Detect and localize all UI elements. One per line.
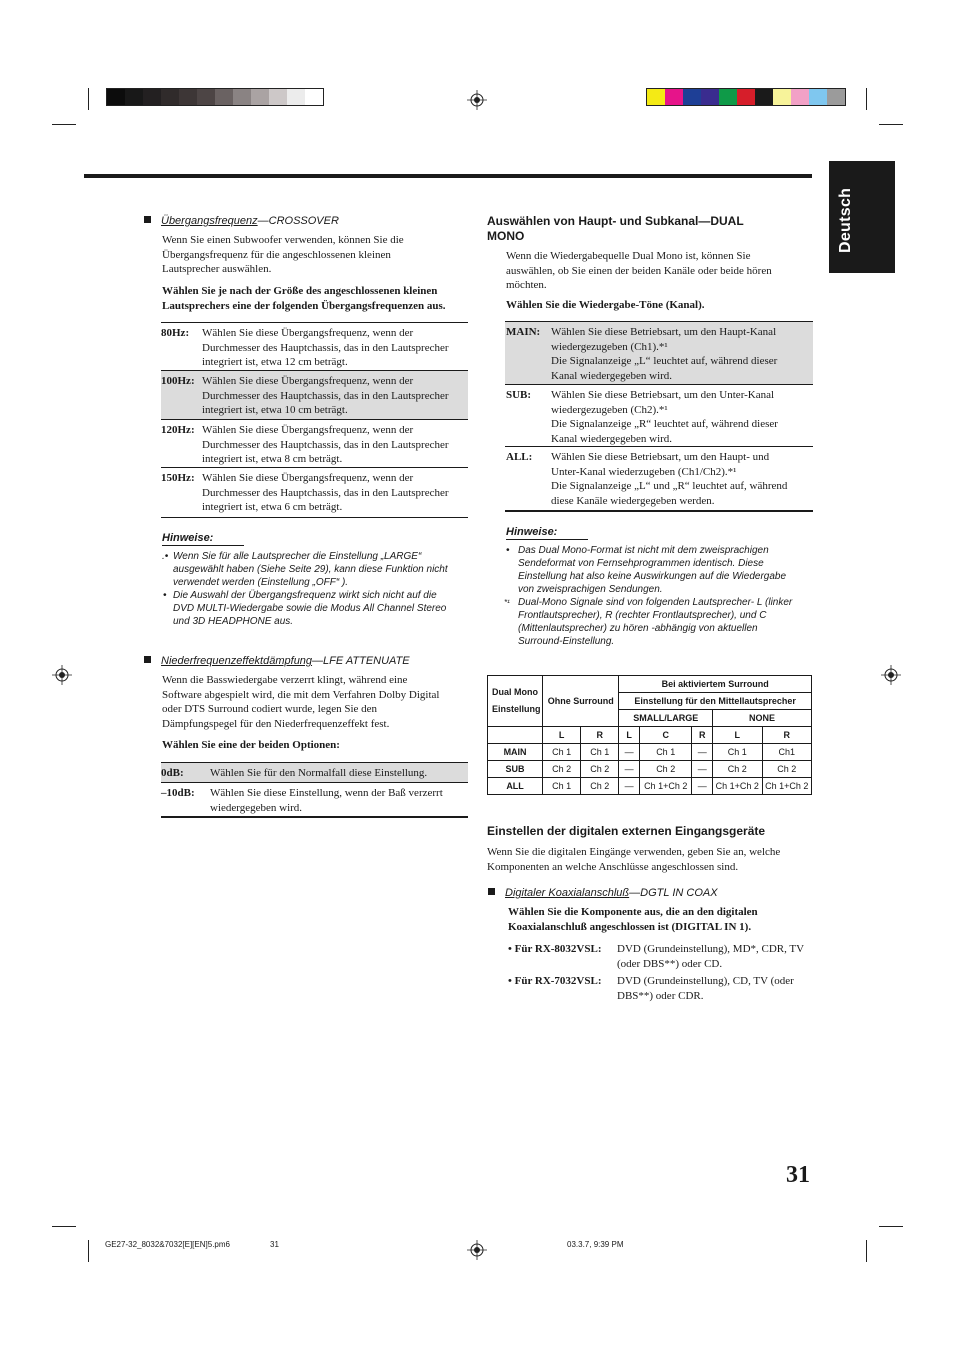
table-cell: Ch 1 xyxy=(581,744,619,761)
table-cell: Ch 1 xyxy=(543,778,581,795)
color-calibration-bar-color xyxy=(646,88,846,106)
lfe-heading xyxy=(144,654,410,669)
text-line: Dual-Mono Signale sind von folgenden Lautsprecher- L (linker xyxy=(518,597,793,608)
color-swatch xyxy=(179,89,197,105)
table-row xyxy=(488,761,812,778)
lfe-intro xyxy=(162,673,472,731)
text-line: Durchmesser des Hauptchassis, das in den Lautsprecher xyxy=(202,341,449,354)
text-line: Koaxialanschluß angeschlossen ist (DIGITAL IN 1). xyxy=(508,920,752,933)
color-swatch xyxy=(683,89,701,105)
footer-date: 03.3.7, 9:39 PM xyxy=(567,1240,624,1249)
text-line: (Mittenlautsprecher) zu hören -abhängig von aktuellen xyxy=(518,623,758,634)
table-row xyxy=(488,744,812,761)
table-cell: — xyxy=(619,761,640,778)
hinweise-title: Hinweise: xyxy=(506,526,558,538)
text-line: Das Dual Mono-Format ist nicht mit dem zweisprachigen xyxy=(518,545,769,556)
text-line: integriert ist, etwa 10 cm beträgt. xyxy=(202,404,348,416)
hinweise-notes xyxy=(162,550,472,628)
option-key: 80Hz: xyxy=(161,327,190,339)
table-row xyxy=(488,778,812,795)
table-cell: Ch 1 xyxy=(713,744,762,761)
table-cell: — xyxy=(619,744,640,761)
table-col-header: L xyxy=(713,727,762,744)
text-line: Die Signalanzeige „R“ leuchtet auf, während dieser xyxy=(551,418,778,430)
table-header-small-large: SMALL/LARGE xyxy=(619,710,713,727)
table-cell: Ch 2 xyxy=(762,761,812,778)
note-marker: • xyxy=(506,545,510,556)
text-line: Wenn Sie die digitalen Eingänge verwenden, geben Sie an, welche xyxy=(487,846,781,858)
table-cell: — xyxy=(692,744,713,761)
table-row xyxy=(488,727,812,744)
hinweise-notes xyxy=(506,544,816,648)
text-line: Wenn die Basswiedergabe verzerrt klingt, während eine xyxy=(162,674,408,686)
registration-mark-icon xyxy=(467,1240,487,1260)
square-bullet-icon xyxy=(144,216,151,223)
crop-mark xyxy=(879,1226,903,1227)
text-line: Sendeformat von Fernsehprogrammen identisch. Diese xyxy=(518,558,764,569)
registration-mark-icon xyxy=(881,665,901,685)
text-line: Wählen Sie die Komponente aus, die an den digitalen xyxy=(508,906,758,918)
text-line: Wählen Sie für den Normalfall diese Einstellung. xyxy=(210,767,428,779)
color-swatch xyxy=(791,89,809,105)
lfe-title-en: —LFE ATTENUATE xyxy=(312,655,410,667)
option-key: 150Hz: xyxy=(161,472,195,484)
table-col-header: C xyxy=(639,727,692,744)
text-line: Durchmesser des Hauptchassis, das in den Lautsprecher xyxy=(202,486,449,499)
model-label: • Für RX-7032VSL: xyxy=(508,975,602,987)
color-swatch xyxy=(125,89,143,105)
lfe-title-de: Niederfrequenzeffektdämpfung xyxy=(161,655,313,667)
note-item: .• Wenn Sie für alle Lautsprecher die Einstellung „LARGE“ ausgewählt haben (Siehe Seite 29), kann diese Funktion nicht verwendet werden (Einstellung „OFF“ ). xyxy=(162,550,472,589)
text-line: Wählen Sie diese Übergangsfrequenz, wenn der xyxy=(202,472,414,484)
table-cell: — xyxy=(692,761,713,778)
note-item xyxy=(506,596,816,648)
table-row-label: MAIN xyxy=(488,744,543,761)
text-line: Frontlautsprecher), R (rechter Frontlautsprecher), und C xyxy=(518,610,767,621)
table-cell: Ch 2 xyxy=(713,761,762,778)
registration-mark-icon xyxy=(52,665,72,685)
option-key: ALL: xyxy=(506,451,533,463)
table-corner-header xyxy=(488,676,543,727)
digital-input-intro xyxy=(487,845,817,874)
note-marker: *¹ xyxy=(504,598,510,607)
text-line: Einstellung xyxy=(492,704,541,714)
language-tab-label: Deutsch xyxy=(837,187,854,253)
color-swatch xyxy=(773,89,791,105)
text-line: Dämpfungspegel für den Niederfrequenzeffekt fest. xyxy=(162,717,390,730)
text-line: Surround-Einstellung. xyxy=(518,636,615,647)
table-cell: — xyxy=(619,778,640,795)
language-tab xyxy=(829,161,895,273)
hinweise-underline xyxy=(162,545,244,546)
crossover-option-120hz xyxy=(161,419,468,467)
text-line: ausgewählt haben (Siehe Seite 29), kann diese Funktion nicht xyxy=(173,564,448,575)
crossover-option-150hz xyxy=(161,467,468,518)
coax-title-en: —DGTL IN COAX xyxy=(629,887,718,899)
lfe-option-minus10db xyxy=(161,782,468,818)
footer-filename: GE27-32_8032&7032[E][EN]5.pm6 xyxy=(105,1240,230,1249)
table-cell: Ch 1 xyxy=(543,744,581,761)
text-line: integriert ist, etwa 6 cm beträgt. xyxy=(202,501,343,513)
text-line: möchten. xyxy=(506,279,547,291)
text-line: Auswählen von Haupt- und Subkanal—DUAL xyxy=(487,214,744,228)
color-swatch xyxy=(233,89,251,105)
lfe-option-0db xyxy=(161,762,468,782)
table-header-ohne-surround: Ohne Surround xyxy=(543,676,619,727)
color-swatch xyxy=(809,89,827,105)
color-swatch xyxy=(161,89,179,105)
color-swatch xyxy=(719,89,737,105)
text-line: oder DTS Surround codiert wurde, legen Sie den xyxy=(162,703,378,715)
dual-mono-intro xyxy=(506,249,816,293)
table-col-header: L xyxy=(619,727,640,744)
text-line: Wählen Sie diese Übergangsfrequenz, wenn der xyxy=(202,375,414,387)
text-line: und 3D HEADPHONE aus. xyxy=(173,616,294,627)
text-line: MONO xyxy=(487,229,525,243)
crop-mark xyxy=(879,124,903,125)
text-line: DBS**) oder CDR. xyxy=(617,989,704,1002)
text-line: (oder DBS**) oder CD. xyxy=(617,957,723,970)
table-row-label: SUB xyxy=(488,761,543,778)
text-line: Dual Mono xyxy=(492,687,538,697)
color-swatch xyxy=(737,89,755,105)
option-key: SUB: xyxy=(506,389,532,401)
option-key: 0dB: xyxy=(161,767,184,779)
table-cell xyxy=(488,727,543,744)
hinweise-title: Hinweise: xyxy=(162,532,214,544)
text-line: DVD MULTI-Wiedergabe sowie die Modus All Channel Stereo xyxy=(173,603,447,614)
table-col-header: R xyxy=(762,727,812,744)
crop-mark xyxy=(866,1240,867,1262)
text-line: Übergangsfrequenz für die angeschlossenen kleinen xyxy=(162,248,391,261)
color-swatch xyxy=(305,89,323,105)
text-line: Lautsprechers eine der folgenden Übergangsfrequenzen aus. xyxy=(162,299,446,312)
crop-mark xyxy=(866,88,867,110)
dual-mono-instruction: Wählen Sie die Wiedergabe-Töne (Kanal). xyxy=(506,299,705,311)
table-cell: Ch 2 xyxy=(639,761,692,778)
dual-mono-option-all xyxy=(505,446,813,512)
text-line: Durchmesser des Hauptchassis, das in den Lautsprecher xyxy=(202,389,449,402)
coax-title-de: Digitaler Koaxialanschluß xyxy=(505,887,630,899)
text-line: Wenn Sie für alle Lautsprecher die Einstellung „LARGE“ xyxy=(173,551,422,562)
color-swatch xyxy=(287,89,305,105)
color-swatch xyxy=(269,89,287,105)
crop-mark xyxy=(88,1240,89,1262)
color-swatch xyxy=(665,89,683,105)
text-line: diese Kanäle wiedergegeben werden. xyxy=(551,494,715,507)
crossover-intro xyxy=(162,233,472,277)
dual-mono-heading xyxy=(487,214,807,244)
table-row-label: ALL xyxy=(488,778,543,795)
text-line: Software abgespielt wird, die mit dem Verfahren Dolby Digital xyxy=(162,688,440,701)
text-line: Wählen Sie diese Übergangsfrequenz, wenn der xyxy=(202,424,414,436)
color-swatch xyxy=(251,89,269,105)
option-key: –10dB: xyxy=(161,787,195,799)
text-line: Wählen Sie diese Betriebsart, um den Haupt-Kanal xyxy=(551,326,777,338)
model-label: • Für RX-8032VSL: xyxy=(508,943,602,955)
crossover-title-de: Übergangsfrequenz xyxy=(161,215,258,227)
text-line: Wählen Sie diese Betriebsart, um den Unter-Kanal xyxy=(551,389,775,401)
text-line: integriert ist, etwa 8 cm beträgt. xyxy=(202,453,343,465)
text-line: wiedergezugeben (Ch1).*¹ xyxy=(551,340,668,353)
crossover-option-100hz xyxy=(161,370,468,419)
lfe-instruction: Wählen Sie eine der beiden Optionen: xyxy=(162,739,340,751)
color-swatch xyxy=(701,89,719,105)
registration-mark-icon xyxy=(467,90,487,110)
text-line: Kanal wiedergegeben wird. xyxy=(551,369,673,382)
option-key: 100Hz: xyxy=(161,375,195,387)
table-cell: Ch1 xyxy=(762,744,812,761)
crop-mark xyxy=(52,1226,76,1227)
table-cell: Ch 1+Ch 2 xyxy=(713,778,762,795)
dual-mono-option-main xyxy=(505,321,813,384)
text-line: Wählen Sie diese Betriebsart, um den Haupt- und xyxy=(551,451,770,463)
hinweise-underline xyxy=(506,539,588,540)
text-line: DVD (Grundeinstellung), CD, TV (oder xyxy=(617,975,794,987)
square-bullet-icon xyxy=(144,656,151,663)
text-line: auswählen, ob Sie einen der beiden Kanäle oder beide hören xyxy=(506,264,772,277)
text-line: Wählen Sie je nach der Größe des angeschlossenen kleinen xyxy=(162,285,438,297)
dual-mono-channel-table xyxy=(487,675,812,795)
table-cell: Ch 1+Ch 2 xyxy=(762,778,812,795)
table-header-bei-surround: Bei aktiviertem Surround xyxy=(619,676,812,693)
coax-heading xyxy=(488,886,718,901)
square-bullet-icon xyxy=(488,888,495,895)
table-col-header: R xyxy=(692,727,713,744)
table-cell: Ch 2 xyxy=(581,761,619,778)
color-swatch xyxy=(755,89,773,105)
text-line: Die Signalanzeige „L“ und „R“ leuchtet auf, während xyxy=(551,480,788,492)
text-line: Unter-Kanal wiederzugeben (Ch1/Ch2).*¹ xyxy=(551,465,737,478)
crossover-option-80hz xyxy=(161,322,468,370)
digital-input-heading: Einstellen der digitalen externen Eingangsgeräte xyxy=(487,824,766,838)
text-line: Die Signalanzeige „L“ leuchtet auf, während dieser xyxy=(551,355,778,367)
text-line: Die Auswahl der Übergangsfrequenz wirkt sich nicht auf die xyxy=(173,590,437,601)
text-line: Einstellung hat also keine Auswirkungen auf die Wiedergabe xyxy=(518,571,787,582)
text-line: DVD (Grundeinstellung), MD*, CDR, TV xyxy=(617,943,805,955)
text-line: Lautsprecher auswählen. xyxy=(162,263,272,275)
page-number: 31 xyxy=(786,1162,810,1188)
text-line: wiedergezugeben (Ch2).*¹ xyxy=(551,403,668,416)
color-swatch xyxy=(143,89,161,105)
text-line: wiedergegeben wird. xyxy=(210,801,303,814)
crossover-title-en: —CROSSOVER xyxy=(257,215,339,227)
crossover-instruction xyxy=(162,284,472,313)
color-swatch xyxy=(107,89,125,105)
table-cell: Ch 1+Ch 2 xyxy=(639,778,692,795)
text-line: Wenn Sie einen Subwoofer verwenden, können Sie die xyxy=(162,234,404,246)
text-line: Wählen Sie diese Übergangsfrequenz, wenn der xyxy=(202,327,414,339)
text-line: Wenn die Wiedergabequelle Dual Mono ist, können Sie xyxy=(506,250,751,262)
model-7032 xyxy=(508,974,818,1003)
text-line: von zweisprachigen Sendungen. xyxy=(518,584,663,595)
text-line: Durchmesser des Hauptchassis, das in den Lautsprecher xyxy=(202,438,449,451)
color-swatch xyxy=(827,89,845,105)
coax-instruction xyxy=(508,905,818,934)
text-line: integriert ist, etwa 12 cm beträgt. xyxy=(202,356,348,368)
color-calibration-bar-grey xyxy=(106,88,324,106)
dual-mono-option-sub xyxy=(505,384,813,446)
color-swatch xyxy=(215,89,233,105)
table-cell: Ch 1 xyxy=(639,744,692,761)
table-col-header: L xyxy=(543,727,581,744)
footer-page: 31 xyxy=(270,1240,279,1249)
table-cell: — xyxy=(692,778,713,795)
table-cell: Ch 2 xyxy=(543,761,581,778)
color-swatch xyxy=(647,89,665,105)
table-col-header: R xyxy=(581,727,619,744)
note-item xyxy=(506,544,816,596)
table-header-center-speaker: Einstellung für den Mittellautsprecher xyxy=(619,693,812,710)
model-8032 xyxy=(508,942,818,971)
color-swatch xyxy=(197,89,215,105)
crop-mark xyxy=(88,88,89,110)
text-line: Komponenten an welche Anschlüsse angeschlossen sind. xyxy=(487,860,739,873)
table-cell: Ch 2 xyxy=(581,778,619,795)
text-line: verwendet werden (Einstellung „OFF“ ). xyxy=(173,577,349,588)
note-item: • Die Auswahl der Übergangsfrequenz wirkt sich nicht auf die DVD MULTI-Wiedergabe sowie die Modus All Channel Stereo und 3D HEADPHONE aus. xyxy=(162,589,472,628)
table-header-none: NONE xyxy=(713,710,812,727)
text-line: Kanal wiedergegeben wird. xyxy=(551,432,673,445)
option-key: MAIN: xyxy=(506,326,541,338)
crop-mark xyxy=(52,124,76,125)
option-key: 120Hz: xyxy=(161,424,195,436)
crossover-heading xyxy=(144,214,339,229)
header-rule xyxy=(84,174,812,178)
text-line: Wählen Sie diese Einstellung, wenn der Baß verzerrt xyxy=(210,787,443,799)
